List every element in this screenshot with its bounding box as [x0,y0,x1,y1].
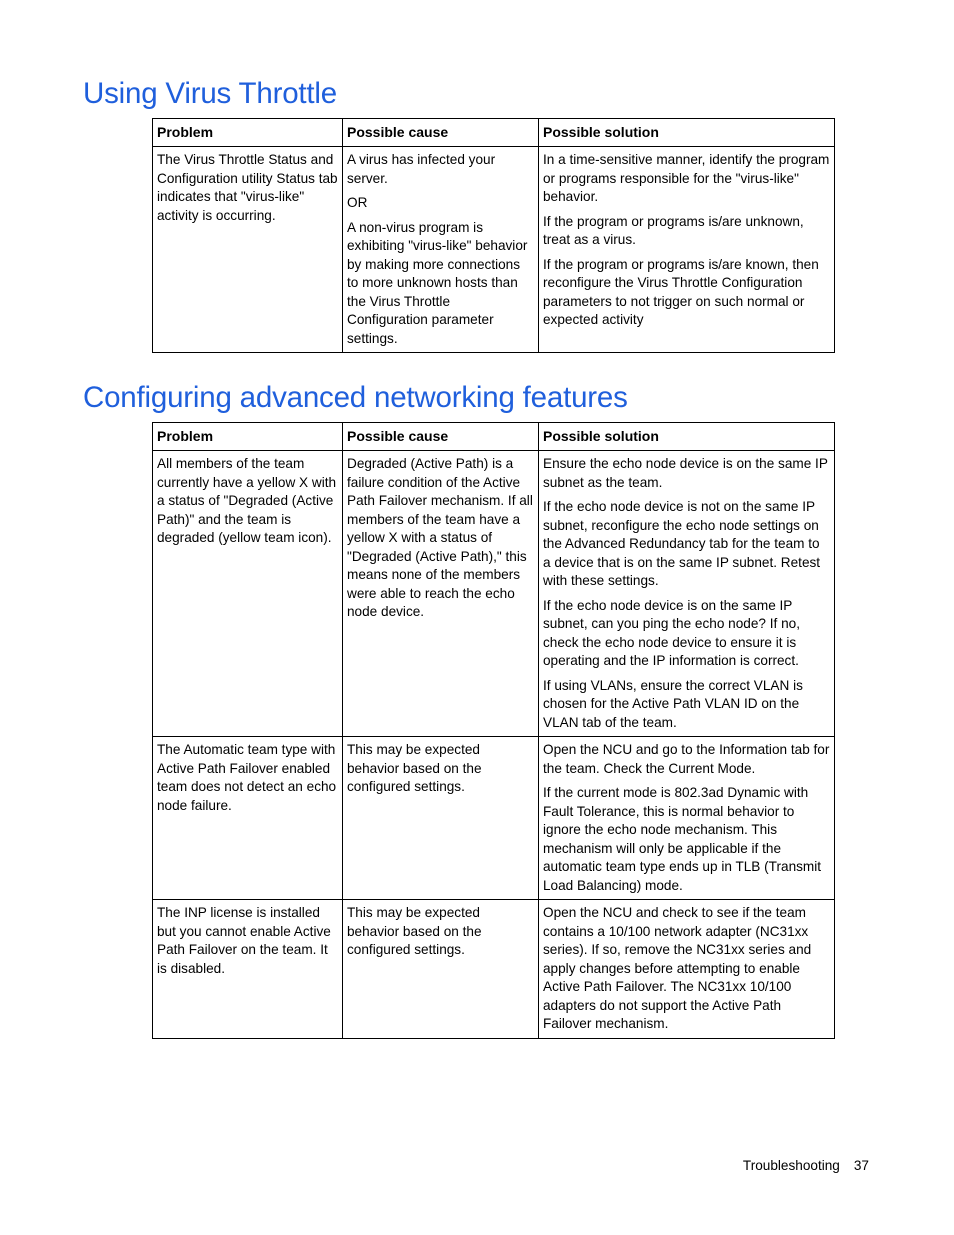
cause-text: A virus has infected your server. [347,152,496,186]
solution-text: If the program or programs is/are unknown, treat as a virus. [543,213,804,247]
solution-cell [539,451,835,737]
cause-text: This may be expected behavior based on the configured settings. [347,742,482,794]
solution-text: In a time-sensitive manner, identify the program or programs responsible for the "virus-like" behavior. [543,152,830,204]
solution-text: If using VLANs, ensure the correct VLAN is chosen for the Active Path VLAN ID on the VLAN tab of the team. [543,677,803,730]
page-footer [743,1158,869,1173]
cause-text: A non-virus program is exhibiting "virus-like" behavior by making more connections to more unknown hosts than the Virus Throttle Configuration parameter settings. [347,219,528,346]
table-row [153,147,835,353]
table-row [153,451,835,737]
solution-text: Ensure the echo node device is on the same IP subnet as the team. [543,456,828,490]
cause-header: Possible cause [343,423,539,451]
problem-cell [153,900,343,1039]
solution-text: Open the NCU and check to see if the team contains a 10/100 network adapter (NC31xx series). If so, remove the NC31xx series and apply changes before attempting to enable Active Path Failover. The NC31xx 10/100 adapters do not support the Active Path Failover mechanism. [543,905,812,1031]
problem-text: The Virus Throttle Status and Configuration utility Status tab indicates that "virus-like" activity is occurring. [157,152,338,223]
solution-cell [539,147,835,353]
cause-cell [343,451,539,737]
solution-text: If the echo node device is on the same IP subnet, can you ping the echo node? If no, check the echo node device to ensure it is operating and the IP information is correct. [543,597,800,668]
cause-text: This may be expected behavior based on the configured settings. [347,905,482,957]
problem-cell [153,451,343,737]
table-row [153,900,835,1039]
solution-cell [539,900,835,1039]
cause-text: OR [347,195,368,210]
problem-header: Problem [153,423,343,451]
solution-text: Open the NCU and go to the Information tab for the team. Check the Current Mode. [543,742,830,776]
problem-text: The Automatic team type with Active Path Failover enabled team does not detect an echo node failure. [157,742,337,813]
advanced-networking-heading: Configuring advanced networking features [83,381,628,414]
cause-header: Possible cause [343,119,539,147]
problem-cell [153,737,343,900]
table-header-row [153,119,835,147]
solution-text: If the echo node device is not on the same IP subnet, reconfigure the echo node settings on the Advanced Redundancy tab for the team to a device that is on the same IP subnet. Retest with these settings. [543,499,821,588]
problem-header: Problem [153,119,343,147]
solution-text: If the current mode is 802.3ad Dynamic with Fault Tolerance, this is normal behavior to ignore the echo node mechanism. This mechanism will only be applicable if the automatic team type ends up in TLB (Transmit Load Balancing) mode. [543,785,822,893]
solution-cell [539,737,835,900]
table-header-row [153,423,835,451]
cause-cell [343,147,539,353]
virus-throttle-table [152,118,835,353]
footer-section-name: Troubleshooting [742,1158,840,1173]
solution-header: Possible solution [539,119,835,147]
advanced-networking-table [152,422,835,1039]
solution-header: Possible solution [539,423,835,451]
table-row [153,737,835,900]
problem-text: All members of the team currently have a yellow X with a status of "Degraded (Active Path)" and the team is degraded (yellow team icon). [157,456,337,545]
page-number: 37 [853,1158,869,1173]
problem-text: The INP license is installed but you cannot enable Active Path Failover on the team. It is disabled. [157,905,331,976]
solution-text: If the program or programs is/are known, then reconfigure the Virus Throttle Configuration parameters to not trigger on such normal or expected activity [543,256,819,327]
virus-throttle-heading: Using Virus Throttle [83,77,337,110]
cause-cell [343,737,539,900]
cause-cell [343,900,539,1039]
cause-text: Degraded (Active Path) is a failure condition of the Active Path Failover mechanism. If all members of the team have a yellow X with a status of "Degraded (Active Path)," this means none of the members were able to reach the echo node device. [347,456,533,619]
problem-cell [153,147,343,353]
